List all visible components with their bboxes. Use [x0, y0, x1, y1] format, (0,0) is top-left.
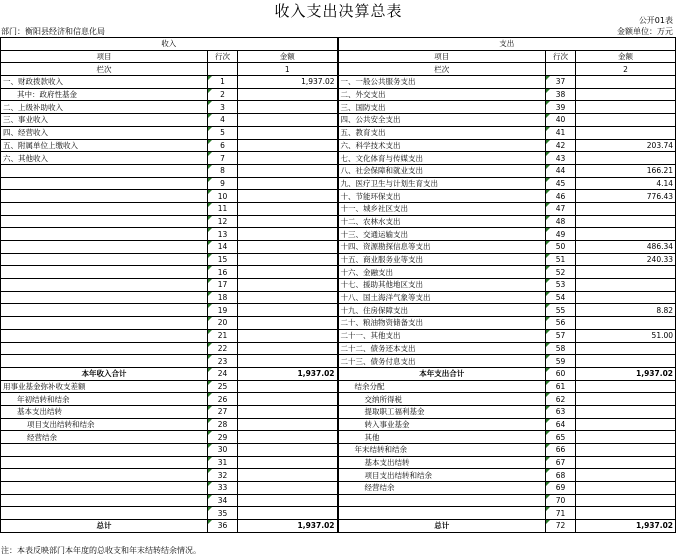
expense-item: 十、节能环保支出 — [338, 190, 546, 203]
income-item — [1, 177, 208, 190]
income-seq: 36 — [208, 520, 238, 533]
income-seq: 18 — [208, 291, 238, 304]
table-row — [1, 101, 676, 114]
table-row — [1, 215, 676, 228]
income-item — [1, 164, 208, 177]
expense-item: 八、社会保障和就业支出 — [338, 164, 546, 177]
page-title: 收入支出决算总表 — [274, 2, 403, 20]
expense-amount: 4.14 — [576, 177, 676, 190]
income-seq: 31 — [208, 456, 238, 469]
income-item: 基本支出结转 — [1, 405, 208, 418]
table-row — [1, 494, 676, 507]
table-row — [1, 266, 676, 279]
income-seq: 4 — [208, 114, 238, 127]
income-amount — [238, 139, 338, 152]
expense-amount — [576, 393, 676, 406]
expense-amount: 203.74 — [576, 139, 676, 152]
income-amount — [238, 456, 338, 469]
income-amount: 1,937.02 — [238, 76, 338, 89]
expense-seq: 41 — [546, 126, 576, 139]
income-item: 二、上级补助收入 — [1, 101, 208, 114]
expense-seq: 38 — [546, 88, 576, 101]
department-label: 部门：衡阳县经济和信息化局 — [1, 27, 105, 36]
expense-seq: 52 — [546, 266, 576, 279]
expense-item: 十三、交通运输支出 — [338, 228, 546, 241]
expense-item: 本年支出合计 — [338, 367, 546, 380]
income-amount — [238, 431, 338, 444]
income-seq: 35 — [208, 507, 238, 520]
table-row — [1, 126, 676, 139]
expense-item: 十二、农林水支出 — [338, 215, 546, 228]
income-item — [1, 253, 208, 266]
income-item — [1, 215, 208, 228]
expense-item: 十五、商业服务业等支出 — [338, 253, 546, 266]
expense-seq: 56 — [546, 317, 576, 330]
income-amount — [238, 393, 338, 406]
income-item — [1, 304, 208, 317]
expense-item: 二十三、债务付息支出 — [338, 355, 546, 368]
expense-amount — [576, 126, 676, 139]
expense-seq: 50 — [546, 241, 576, 254]
expense-item: 基本支出结转 — [338, 456, 546, 469]
expense-header: 支出 — [338, 38, 676, 51]
income-amount — [238, 228, 338, 241]
unit-label: 金额单位：万元 — [617, 27, 673, 36]
income-amount — [238, 279, 338, 292]
expense-seq: 58 — [546, 342, 576, 355]
expense-item: 十八、国土海洋气象等支出 — [338, 291, 546, 304]
table-row — [1, 76, 676, 89]
table-row — [1, 342, 676, 355]
income-seq: 23 — [208, 355, 238, 368]
expense-seq: 67 — [546, 456, 576, 469]
table-body — [1, 76, 676, 533]
expense-item: 二十二、债务还本支出 — [338, 342, 546, 355]
table-row — [1, 202, 676, 215]
income-seq: 20 — [208, 317, 238, 330]
table-row — [1, 355, 676, 368]
income-seq: 6 — [208, 139, 238, 152]
income-amount — [238, 507, 338, 520]
expense-amount — [576, 507, 676, 520]
income-amount — [238, 317, 338, 330]
expense-seq: 37 — [546, 76, 576, 89]
income-amount — [238, 405, 338, 418]
table-row — [1, 456, 676, 469]
expense-seq: 42 — [546, 139, 576, 152]
income-amount — [238, 304, 338, 317]
expense-seq: 47 — [546, 202, 576, 215]
table-row — [1, 380, 676, 393]
expense-item: 总计 — [338, 520, 546, 533]
col-blank — [208, 63, 238, 76]
expense-amount — [576, 456, 676, 469]
expense-item: 六、科学技术支出 — [338, 139, 546, 152]
expense-seq: 66 — [546, 444, 576, 457]
table-row — [1, 520, 676, 533]
income-item: 总计 — [1, 520, 208, 533]
income-amount — [238, 101, 338, 114]
table-row — [1, 190, 676, 203]
amount-header: 金额 — [238, 50, 338, 63]
expense-item: 交纳所得税 — [338, 393, 546, 406]
expense-amount — [576, 380, 676, 393]
income-seq: 19 — [208, 304, 238, 317]
expense-item: 十七、援助其他地区支出 — [338, 279, 546, 292]
expense-seq: 70 — [546, 494, 576, 507]
expense-seq: 59 — [546, 355, 576, 368]
income-amount — [238, 88, 338, 101]
table-row — [1, 482, 676, 495]
income-seq: 17 — [208, 279, 238, 292]
income-seq: 13 — [208, 228, 238, 241]
table-row — [1, 393, 676, 406]
income-amount — [238, 494, 338, 507]
income-item — [1, 291, 208, 304]
table-row — [1, 431, 676, 444]
income-amount — [238, 202, 338, 215]
income-item — [1, 456, 208, 469]
col-label: 栏次 — [338, 63, 546, 76]
summary-table — [0, 37, 676, 533]
table-row — [1, 317, 676, 330]
income-seq: 24 — [208, 367, 238, 380]
expense-item: 二、外交支出 — [338, 88, 546, 101]
income-seq: 16 — [208, 266, 238, 279]
income-item: 其中：政府性基金 — [1, 88, 208, 101]
income-seq: 7 — [208, 152, 238, 165]
income-item: 五、附属单位上缴收入 — [1, 139, 208, 152]
income-seq: 27 — [208, 405, 238, 418]
income-item — [1, 241, 208, 254]
expense-amount: 486.34 — [576, 241, 676, 254]
expense-amount: 166.21 — [576, 164, 676, 177]
income-seq: 15 — [208, 253, 238, 266]
income-item — [1, 507, 208, 520]
expense-amount — [576, 418, 676, 431]
income-item — [1, 469, 208, 482]
income-seq: 25 — [208, 380, 238, 393]
income-amount — [238, 177, 338, 190]
income-amount — [238, 342, 338, 355]
expense-item: 经营结余 — [338, 482, 546, 495]
expense-seq: 53 — [546, 279, 576, 292]
expense-seq: 64 — [546, 418, 576, 431]
income-item — [1, 494, 208, 507]
table-row — [1, 304, 676, 317]
table-row — [1, 253, 676, 266]
col-label: 栏次 — [1, 63, 208, 76]
income-item — [1, 482, 208, 495]
expense-seq: 61 — [546, 380, 576, 393]
income-amount — [238, 164, 338, 177]
income-item — [1, 444, 208, 457]
seq-header: 行次 — [208, 50, 238, 63]
expense-item: 一、一般公共服务支出 — [338, 76, 546, 89]
income-item — [1, 317, 208, 330]
expense-item: 其他 — [338, 431, 546, 444]
income-amount — [238, 266, 338, 279]
income-seq: 8 — [208, 164, 238, 177]
expense-seq: 46 — [546, 190, 576, 203]
income-amount — [238, 380, 338, 393]
income-item — [1, 202, 208, 215]
income-amount: 1,937.02 — [238, 520, 338, 533]
table-row — [1, 114, 676, 127]
table-row — [1, 469, 676, 482]
table-row — [1, 152, 676, 165]
expense-seq: 48 — [546, 215, 576, 228]
income-seq: 26 — [208, 393, 238, 406]
expense-amount — [576, 215, 676, 228]
expense-seq: 55 — [546, 304, 576, 317]
table-row — [1, 291, 676, 304]
income-amount — [238, 291, 338, 304]
expense-item: 年末结转和结余 — [338, 444, 546, 457]
income-item: 四、经营收入 — [1, 126, 208, 139]
income-amount — [238, 469, 338, 482]
income-seq: 32 — [208, 469, 238, 482]
expense-item: 二十、粮油物资储备支出 — [338, 317, 546, 330]
expense-item: 十一、城乡社区支出 — [338, 202, 546, 215]
income-seq: 10 — [208, 190, 238, 203]
income-amount — [238, 215, 338, 228]
expense-item: 五、教育支出 — [338, 126, 546, 139]
expense-amount — [576, 152, 676, 165]
expense-seq: 51 — [546, 253, 576, 266]
expense-amount: 1,937.02 — [576, 367, 676, 380]
expense-amount — [576, 202, 676, 215]
income-seq: 9 — [208, 177, 238, 190]
income-item: 年初结转和结余 — [1, 393, 208, 406]
footnote: 注：本表反映部门本年度的总收支和年末结转结余情况。 — [1, 546, 201, 555]
expense-item: 九、医疗卫生与计划生育支出 — [338, 177, 546, 190]
expense-item: 七、文化体育与传媒支出 — [338, 152, 546, 165]
expense-amount — [576, 355, 676, 368]
item-header: 项目 — [1, 50, 208, 63]
expense-seq: 45 — [546, 177, 576, 190]
table-row — [1, 418, 676, 431]
income-seq: 33 — [208, 482, 238, 495]
expense-amount — [576, 342, 676, 355]
expense-amount: 1,937.02 — [576, 520, 676, 533]
table-row — [1, 507, 676, 520]
expense-item: 二十一、其他支出 — [338, 329, 546, 342]
expense-seq: 63 — [546, 405, 576, 418]
expense-amount — [576, 76, 676, 89]
table-row — [1, 329, 676, 342]
expense-item: 提取职工福利基金 — [338, 405, 546, 418]
income-item — [1, 266, 208, 279]
expense-seq: 49 — [546, 228, 576, 241]
income-amount: 1,937.02 — [238, 367, 338, 380]
expense-amount: 51.00 — [576, 329, 676, 342]
income-seq: 12 — [208, 215, 238, 228]
table-row — [1, 279, 676, 292]
expense-seq: 54 — [546, 291, 576, 304]
form-code: 公开01表 — [638, 16, 673, 25]
income-amount — [238, 241, 338, 254]
expense-seq: 57 — [546, 329, 576, 342]
income-amount — [238, 444, 338, 457]
expense-amount — [576, 291, 676, 304]
expense-amount — [576, 266, 676, 279]
expense-amount — [576, 101, 676, 114]
expense-seq: 60 — [546, 367, 576, 380]
income-amount — [238, 126, 338, 139]
expense-item — [338, 494, 546, 507]
expense-amount — [576, 482, 676, 495]
expense-seq: 72 — [546, 520, 576, 533]
expense-seq: 43 — [546, 152, 576, 165]
col-number: 1 — [238, 63, 338, 76]
expense-item: 转入事业基金 — [338, 418, 546, 431]
income-seq: 28 — [208, 418, 238, 431]
expense-amount: 240.33 — [576, 253, 676, 266]
expense-seq: 44 — [546, 164, 576, 177]
seq-header: 行次 — [546, 50, 576, 63]
income-item: 一、财政拨款收入 — [1, 76, 208, 89]
income-amount — [238, 329, 338, 342]
table-row — [1, 241, 676, 254]
income-seq: 34 — [208, 494, 238, 507]
expense-amount — [576, 494, 676, 507]
income-seq: 5 — [208, 126, 238, 139]
expense-item: 项目支出结转和结余 — [338, 469, 546, 482]
expense-amount — [576, 228, 676, 241]
table-row — [1, 88, 676, 101]
income-item: 项目支出结转和结余 — [1, 418, 208, 431]
table-row — [1, 444, 676, 457]
income-seq: 21 — [208, 329, 238, 342]
expense-seq: 40 — [546, 114, 576, 127]
expense-item: 十六、金融支出 — [338, 266, 546, 279]
income-item — [1, 279, 208, 292]
col-blank — [546, 63, 576, 76]
income-seq: 29 — [208, 431, 238, 444]
expense-amount: 8.82 — [576, 304, 676, 317]
table-row — [1, 177, 676, 190]
income-item: 本年收入合计 — [1, 367, 208, 380]
expense-seq: 62 — [546, 393, 576, 406]
income-amount — [238, 482, 338, 495]
amount-header: 金额 — [576, 50, 676, 63]
expense-amount — [576, 405, 676, 418]
expense-item: 四、公共安全支出 — [338, 114, 546, 127]
expense-amount: 776.43 — [576, 190, 676, 203]
income-item — [1, 228, 208, 241]
item-header: 项目 — [338, 50, 546, 63]
income-seq: 3 — [208, 101, 238, 114]
expense-item: 十四、资源勘探信息等支出 — [338, 241, 546, 254]
expense-amount — [576, 444, 676, 457]
income-amount — [238, 152, 338, 165]
expense-seq: 71 — [546, 507, 576, 520]
income-item — [1, 342, 208, 355]
income-item — [1, 355, 208, 368]
table-row — [1, 139, 676, 152]
table-row — [1, 228, 676, 241]
expense-item: 结余分配 — [338, 380, 546, 393]
expense-item: 十九、住房保障支出 — [338, 304, 546, 317]
income-amount — [238, 418, 338, 431]
expense-amount — [576, 469, 676, 482]
income-item — [1, 190, 208, 203]
expense-seq: 69 — [546, 482, 576, 495]
income-amount — [238, 355, 338, 368]
income-seq: 11 — [208, 202, 238, 215]
table-row — [1, 367, 676, 380]
expense-amount — [576, 88, 676, 101]
expense-amount — [576, 114, 676, 127]
income-seq: 14 — [208, 241, 238, 254]
col-number: 2 — [576, 63, 676, 76]
expense-seq: 65 — [546, 431, 576, 444]
income-seq: 1 — [208, 76, 238, 89]
income-amount — [238, 114, 338, 127]
income-item: 经营结余 — [1, 431, 208, 444]
income-seq: 30 — [208, 444, 238, 457]
expense-amount — [576, 431, 676, 444]
income-amount — [238, 190, 338, 203]
income-amount — [238, 253, 338, 266]
table-row — [1, 164, 676, 177]
table-row — [1, 405, 676, 418]
income-item: 三、事业收入 — [1, 114, 208, 127]
income-seq: 22 — [208, 342, 238, 355]
income-item: 六、其他收入 — [1, 152, 208, 165]
income-seq: 2 — [208, 88, 238, 101]
expense-item: 三、国防支出 — [338, 101, 546, 114]
expense-item — [338, 507, 546, 520]
expense-seq: 39 — [546, 101, 576, 114]
expense-amount — [576, 279, 676, 292]
expense-seq: 68 — [546, 469, 576, 482]
income-header: 收入 — [1, 38, 338, 51]
income-item: 用事业基金弥补收支差额 — [1, 380, 208, 393]
income-item — [1, 329, 208, 342]
expense-amount — [576, 317, 676, 330]
